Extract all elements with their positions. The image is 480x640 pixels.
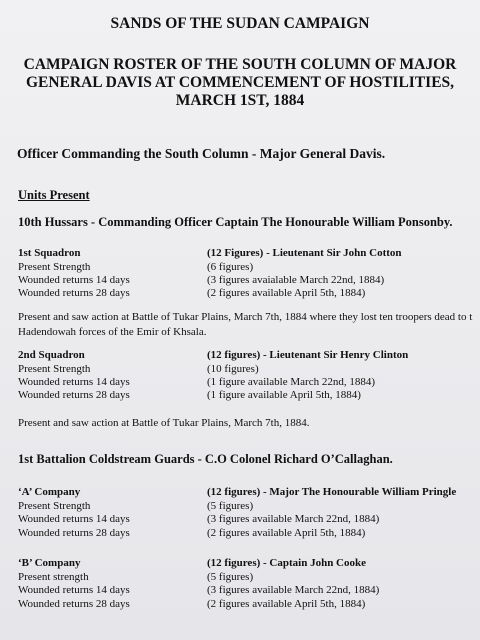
company-a-row-value: (5 figures) <box>207 500 254 512</box>
document-title: SANDS OF THE SUDAN CAMPAIGN <box>110 15 370 32</box>
squadron-2-row-value: (1 figure available March 22nd, 1884) <box>207 376 375 388</box>
squadron-1-row-value: (6 figures) <box>207 261 254 273</box>
squadron-2-row-label: Present Strength <box>18 363 91 375</box>
squadron-1-row-value: (3 figures avaialable March 22nd, 1884) <box>207 274 385 286</box>
company-b-name: ‘B’ Company <box>18 557 81 569</box>
roster-title-line-3: MARCH 1ST, 1884 <box>175 92 305 109</box>
company-a-detail: (12 figures) - Major The Honourable William Pringle <box>207 486 457 498</box>
squadron-2-row-value: (1 figure available April 5th, 1884) <box>207 389 361 401</box>
squadron-1-note-line-2: Hadendowah forces of the Emir of Khsala. <box>18 326 207 338</box>
squadron-1-note-line-1: Present and saw action at Battle of Tukar Plains, March 7th, 1884 where they lost ten troopers dead to t <box>18 311 473 323</box>
company-a-row-value: (3 figures available March 22nd, 1884) <box>207 513 380 525</box>
roster-title-line-1: CAMPAIGN ROSTER OF THE SOUTH COLUMN OF MAJOR <box>23 56 457 73</box>
company-a-row-label: Present Strength <box>18 500 91 512</box>
squadron-1-detail: (12 Figures) - Lieutenant Sir John Cotton <box>207 247 402 259</box>
squadron-2-row-value: (10 figures) <box>207 363 259 375</box>
company-b-row-label: Present strength <box>18 571 89 583</box>
company-b-row-value: (3 figures available March 22nd, 1884) <box>207 584 380 596</box>
company-b-row-label: Wounded returns 28 days <box>18 598 130 610</box>
company-b-row-value: (5 figures) <box>207 571 254 583</box>
coldstream-heading: 1st Battalion Coldstream Guards - C.O Colonel Richard O’Callaghan. <box>18 452 393 466</box>
squadron-2-row-label: Wounded returns 14 days <box>18 376 130 388</box>
squadron-1-row-value: (2 figures available April 5th, 1884) <box>207 287 366 299</box>
squadron-2-detail: (12 figures) - Lieutenant Sir Henry Clinton <box>207 349 409 361</box>
officer-commanding: Officer Commanding the South Column - Major General Davis. <box>17 146 386 161</box>
squadron-1-row-label: Wounded returns 14 days <box>18 274 130 286</box>
company-b-detail: (12 figures) - Captain John Cooke <box>207 557 367 569</box>
company-a-row-value: (2 figures available April 5th, 1884) <box>207 527 366 539</box>
company-b-row-value: (2 figures available April 5th, 1884) <box>207 598 366 610</box>
roster-title-line-2: GENERAL DAVIS AT COMMENCEMENT OF HOSTILITIES, <box>25 74 455 91</box>
squadron-2-note: Present and saw action at Battle of Tukar Plains, March 7th, 1884. <box>18 417 310 429</box>
company-b-row-label: Wounded returns 14 days <box>18 584 130 596</box>
hussars-heading: 10th Hussars - Commanding Officer Captain The Honourable William Ponsonby. <box>18 215 453 229</box>
squadron-2-row-label: Wounded returns 28 days <box>18 389 130 401</box>
squadron-1-row-label: Wounded returns 28 days <box>18 287 130 299</box>
squadron-2-name: 2nd Squadron <box>18 349 85 361</box>
company-a-row-label: Wounded returns 28 days <box>18 527 130 539</box>
company-a-row-label: Wounded returns 14 days <box>18 513 130 525</box>
squadron-1-row-label: Present Strength <box>18 261 91 273</box>
company-a-name: ‘A’ Company <box>18 486 81 498</box>
squadron-1-name: 1st Squadron <box>18 247 81 259</box>
units-present-heading: Units Present <box>18 188 90 202</box>
